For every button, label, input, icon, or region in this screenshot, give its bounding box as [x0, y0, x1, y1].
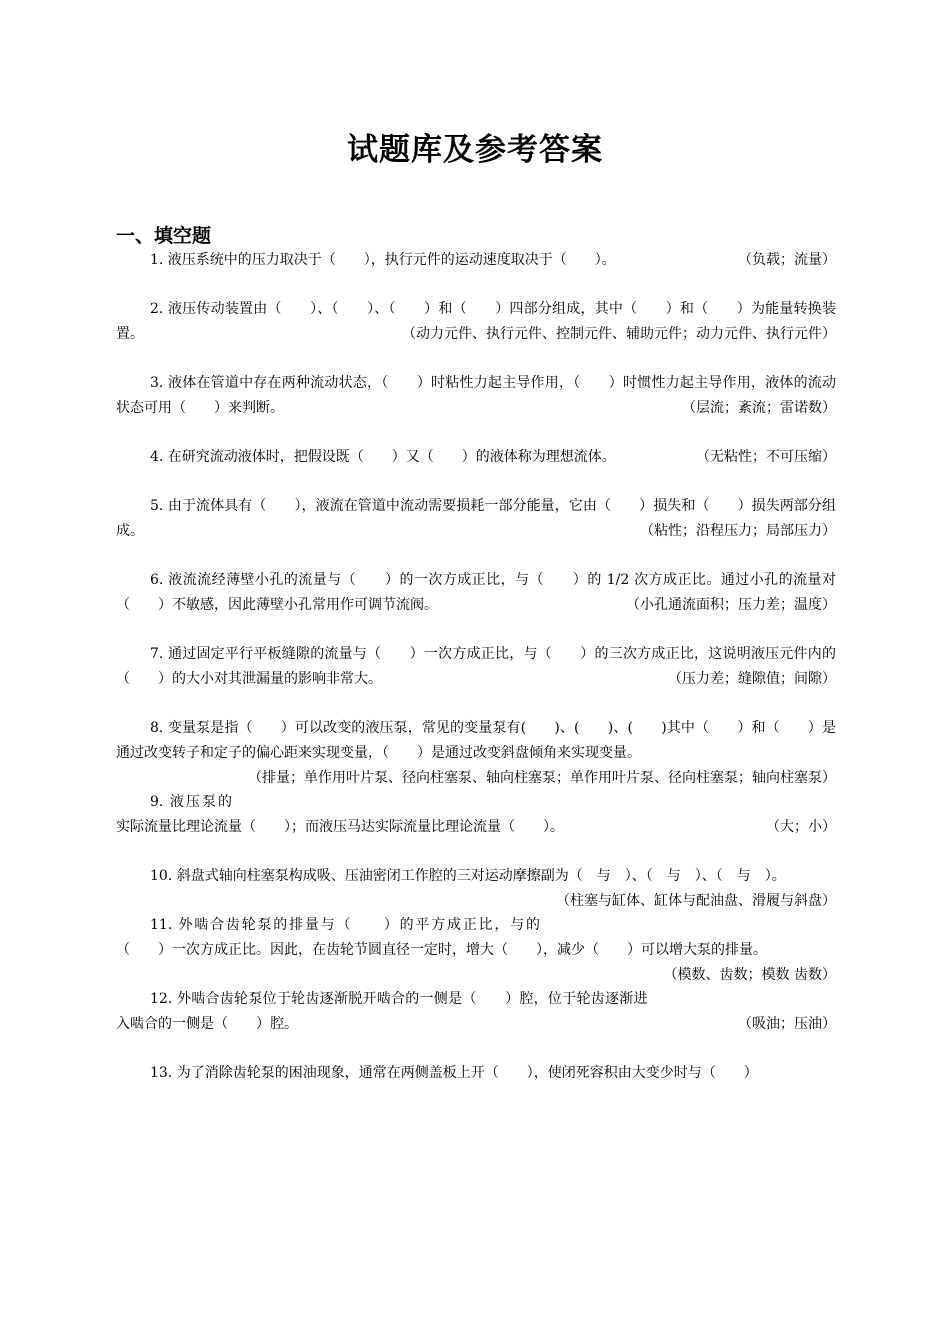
answer-text: （负载；流量） [738, 252, 836, 268]
question-item [116, 913, 836, 983]
answer-text: （粘性；沿程压力；局部压力） [640, 523, 836, 539]
question-list [116, 248, 836, 1086]
answer-text: （柱塞与缸体、缸体与配油盘、滑履与斜盘） [556, 893, 836, 909]
section-heading: 一、填空题 [116, 225, 212, 247]
answer-text: （吸油；压油） [738, 1016, 836, 1032]
question-item [116, 248, 836, 273]
question-item [116, 445, 836, 470]
answer-text: （排量；单作用叶片泵、径向柱塞泵、轴向柱塞泵；单作用叶片泵、径向柱塞泵；轴向柱塞泵） [248, 770, 836, 786]
question-text: 4. 在研究流动液体时，把假设既（ ）又（ ）的液体称为理想流体。 [150, 449, 616, 465]
question-text: 3. 液体在管道中存在两种流动状态，（ ）时粘性力起主导作用，（ ）时惯性力起主导作用，液体的流动状态可用（ ）来判断。 [116, 375, 836, 416]
question-text: 6. 液流流经薄壁小孔的流量与（ ）的一次方成正比，与（ ）的 1/2 次方成正比。通过小孔的流量对（ ）不敏感，因此薄壁小孔常用作可调节流阀。 [116, 572, 836, 613]
question-text: 13. 为了消除齿轮泵的困油现象，通常在两侧盖板上开（ ），使闭死容积由大变少时与（ ） [150, 1065, 758, 1081]
question-text: 11. 外啮合齿轮泵的排量与（ ）的平方成正比，与的（ ）一次方成正比。因此，在齿轮节圆直径一定时，增大（ ），减少（ ）可以增大泵的排量。 [116, 917, 767, 958]
question-text: 5. 由于流体具有（ ），液流在管道中流动需要损耗一部分能量，它由（ ）损失和（ ）损失两部分组成。 [116, 498, 836, 539]
question-text: 2. 液压传动装置由（ ）、（ ）、（ ）和（ ）四部分组成，其中（ ）和（ ）为能量转换装置。 [116, 301, 836, 342]
question-item [116, 987, 836, 1037]
document-title: 试题库及参考答案 [347, 132, 603, 168]
question-item [116, 494, 836, 544]
answer-text: （小孔通流面积；压力差；温度） [626, 597, 836, 613]
question-text: 8. 变量泵是指（ ）可以改变的液压泵，常见的变量泵有( )、( )、( )其中（ ）和（ ）是通过改变转子和定子的偏心距来实现变量，（ ）是通过改变斜盘倾角来实现变量。 [116, 720, 836, 761]
question-item [116, 642, 836, 692]
answer-text: （动力元件、执行元件、控制元件、辅助元件；动力元件、执行元件） [402, 326, 836, 342]
answer-text: （压力差；缝隙值；间隙） [668, 671, 836, 687]
question-text: 10. 斜盘式轴向柱塞泵构成吸、压油密闭工作腔的三对运动摩擦副为（ 与 ）、（ 与 ）、（ 与 ）。 [150, 868, 786, 884]
question-item [116, 864, 836, 909]
question-text: 7. 通过固定平行平板缝隙的流量与（ ）一次方成正比，与（ ）的三次方成正比，这说明液压元件内的（ ）的大小对其泄漏量的影响非常大。 [116, 646, 836, 687]
answer-text: （无粘性；不可压缩） [696, 449, 836, 465]
answer-text: （大；小） [766, 819, 836, 835]
question-text: 9. 液压泵的实际流量比理论流量（ ）；而液压马达实际流量比理论流量（ ）。 [116, 794, 564, 835]
question-item [116, 790, 836, 840]
question-text: 1. 液压系统中的压力取决于（ ），执行元件的运动速度取决于（ ）。 [150, 252, 616, 268]
answer-text: （模数、齿数；模数 齿数） [663, 967, 836, 983]
question-item [116, 1061, 836, 1086]
question-item [116, 716, 836, 786]
answer-text: （层流；紊流；雷诺数） [682, 400, 836, 416]
question-text: 12. 外啮合齿轮泵位于轮齿逐渐脱开啮合的一侧是（ ）腔，位于轮齿逐渐进入啮合的一侧是（ ）腔。 [116, 991, 648, 1032]
question-item [116, 297, 836, 347]
question-item [116, 568, 836, 618]
question-item [116, 371, 836, 421]
